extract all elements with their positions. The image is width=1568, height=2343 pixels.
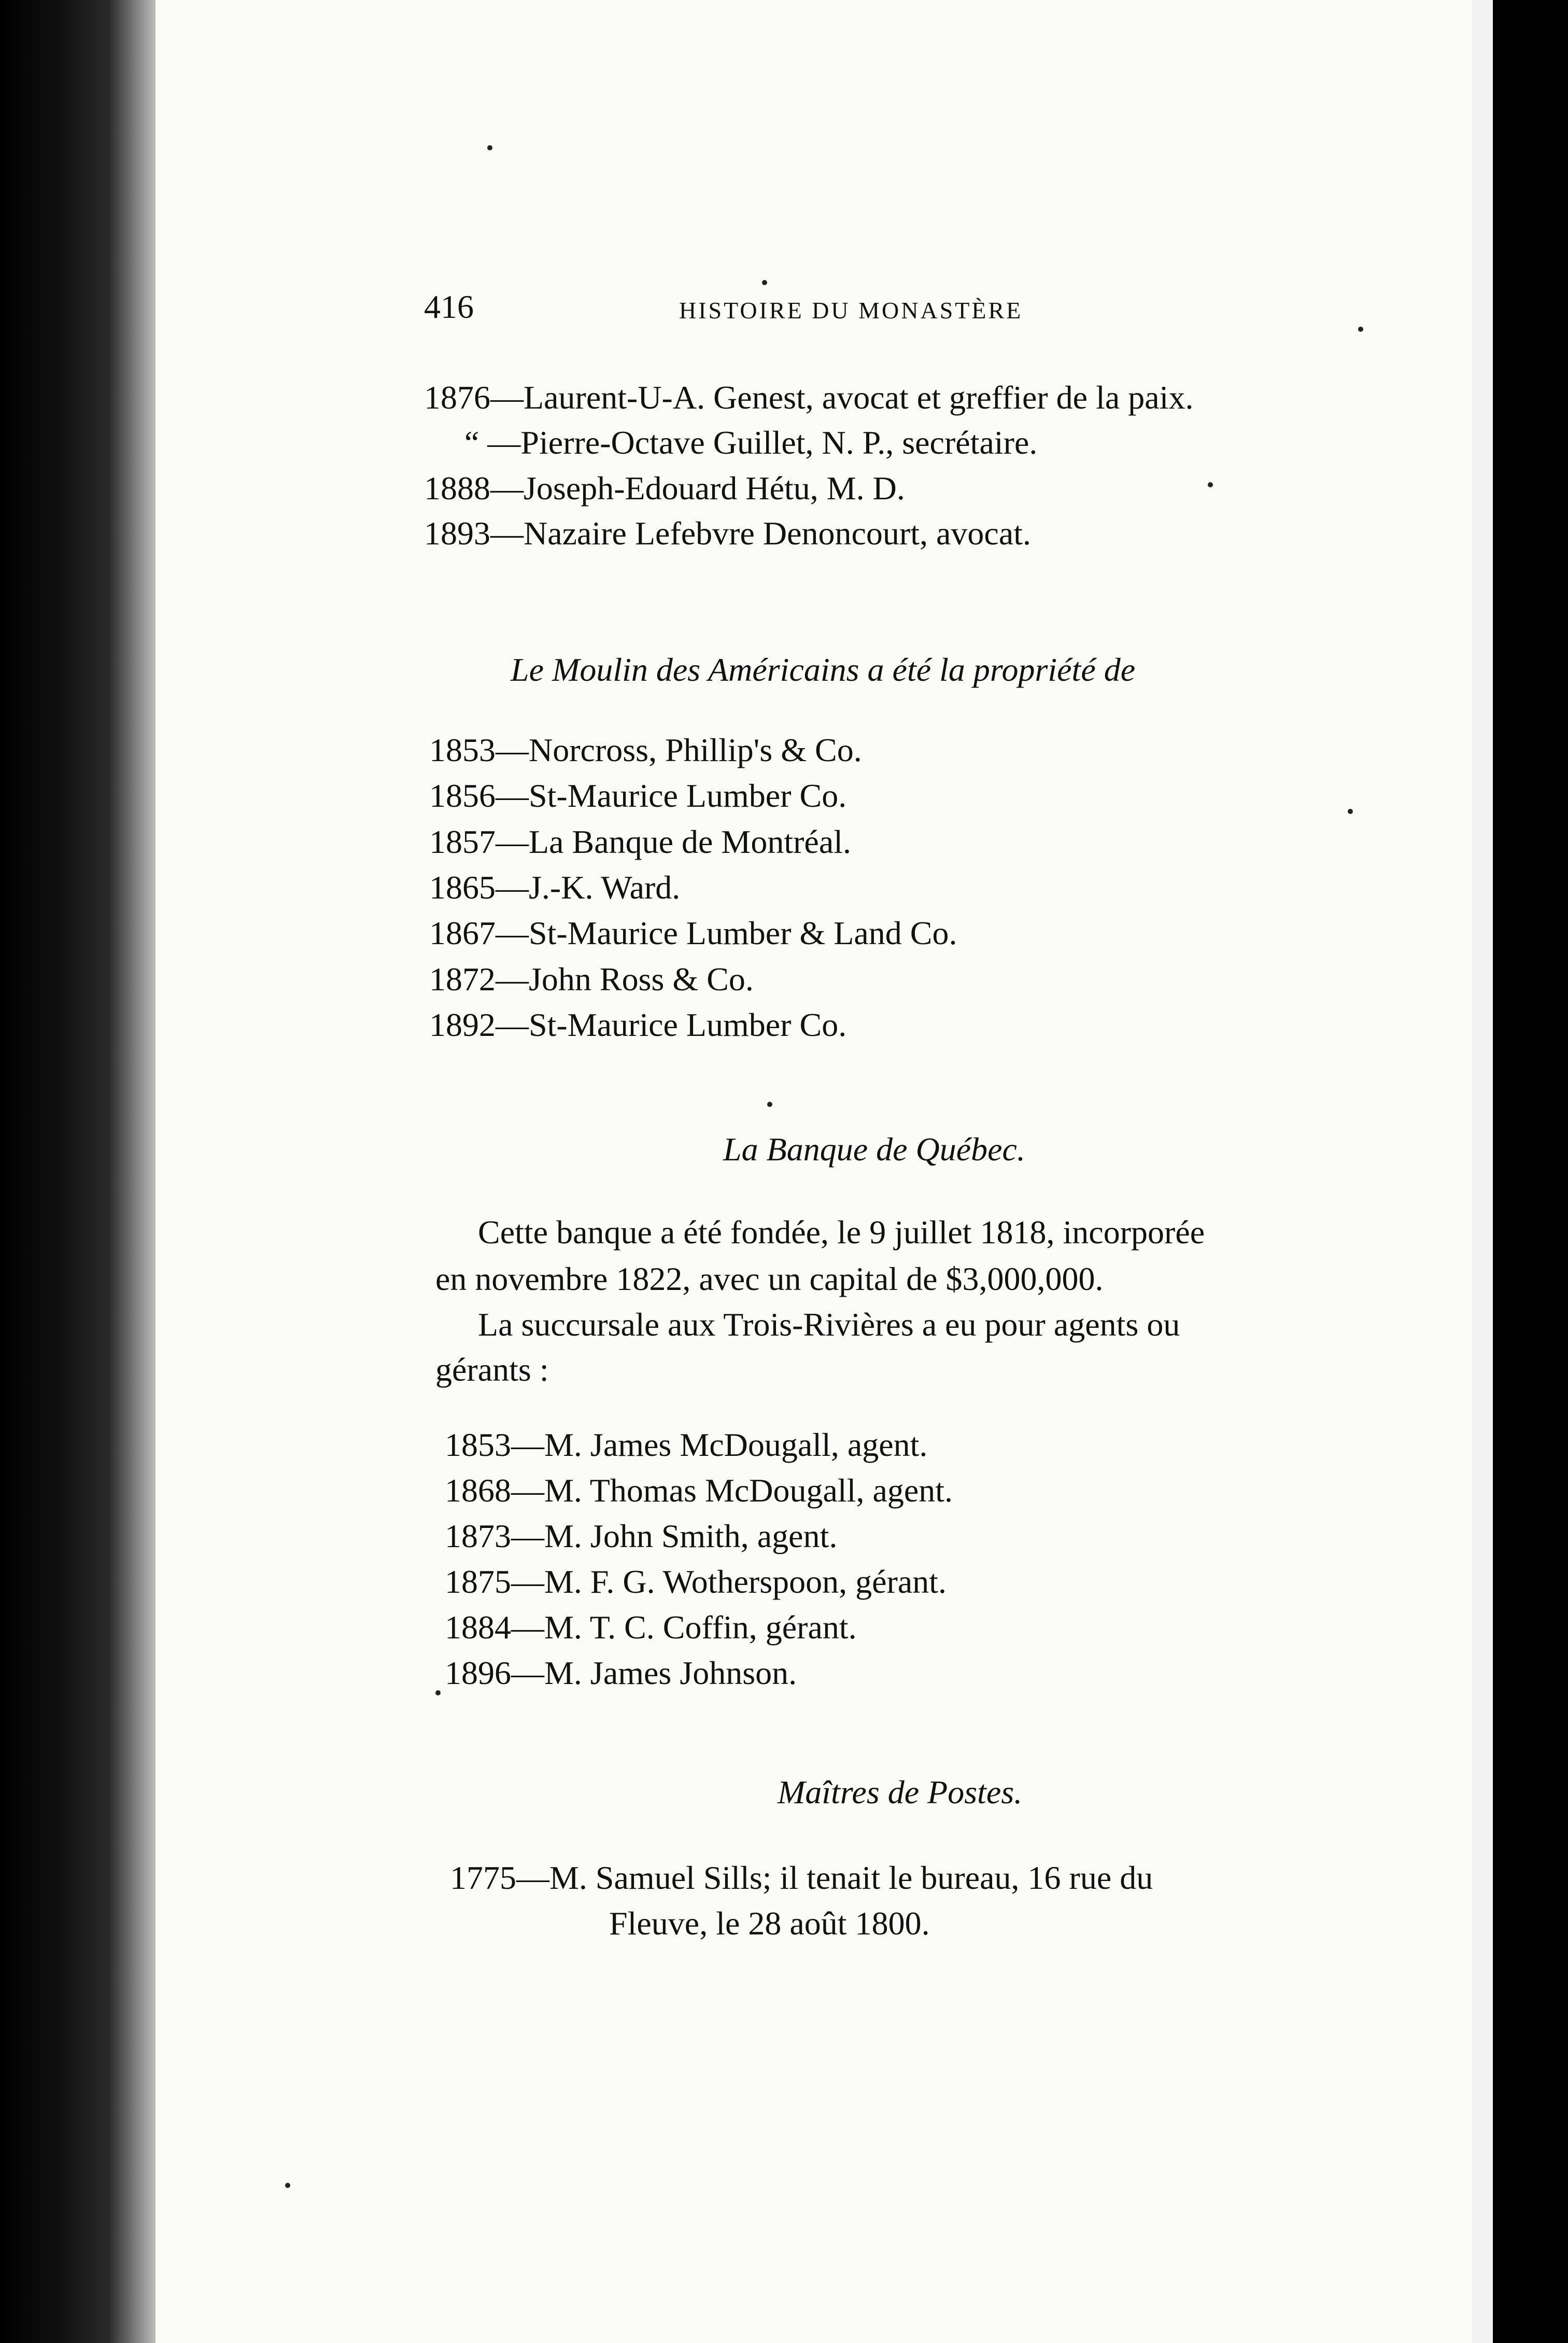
list-item: 1775—M. Samuel Sills; il tenait le bureau, 16 rue du (450, 1859, 1153, 1896)
list-item: 1867—St-Maurice Lumber & Land Co. (429, 915, 957, 951)
list-item: 1888—Joseph-Edouard Hétu, M. D. (424, 470, 905, 507)
list-item: 1893—Nazaire Lefebvre Denoncourt, avocat. (424, 515, 1031, 552)
scanned-page (156, 0, 1472, 2343)
scan-speck (487, 145, 492, 150)
book-gutter (0, 0, 156, 2343)
list-item-continuation: Fleuve, le 28 août 1800. (609, 1905, 930, 1942)
list-item: 1856—St-Maurice Lumber Co. (429, 777, 847, 814)
paragraph-line: gérants : (435, 1351, 549, 1388)
list-item: 1853—Norcross, Phillip's & Co. (429, 732, 862, 768)
list-item: 1876—Laurent-U-A. Genest, avocat et greffier de la paix. (424, 379, 1194, 416)
list-item: 1875—M. F. G. Wotherspoon, gérant. (445, 1563, 947, 1600)
list-item: 1884—M. T. C. Coffin, gérant. (445, 1609, 857, 1646)
paragraph-line: en novembre 1822, avec un capital de $3,000,000. (435, 1260, 1104, 1297)
running-head: HISTOIRE DU MONASTÈRE (679, 297, 1023, 324)
page-edge (1472, 0, 1493, 2343)
scan-border (1493, 0, 1568, 2343)
scan-speck (435, 1690, 441, 1695)
list-item: 1868—M. Thomas McDougall, agent. (445, 1472, 953, 1509)
list-item: 1857—La Banque de Montréal. (429, 823, 851, 860)
scan-speck (1348, 809, 1353, 814)
scan-speck (285, 2183, 290, 2188)
list-item: 1872—John Ross & Co. (429, 961, 754, 998)
scan-speck (1358, 327, 1363, 332)
list-item: 1873—M. John Smith, agent. (445, 1518, 838, 1554)
section-heading-maitres: Maîtres de Postes. (778, 1774, 1023, 1811)
scan-speck (767, 1102, 772, 1107)
scan-speck (762, 280, 767, 285)
list-item: 1865—J.-K. Ward. (429, 869, 681, 906)
section-heading-banque: La Banque de Québec. (723, 1131, 1025, 1168)
list-item: 1892—St-Maurice Lumber Co. (429, 1006, 847, 1043)
page-number: 416 (424, 288, 474, 325)
list-item: “ —Pierre-Octave Guillet, N. P., secrétaire. (464, 424, 1038, 461)
list-item: 1853—M. James McDougall, agent. (445, 1426, 928, 1463)
paragraph-line: La succursale aux Trois-Rivières a eu pour agents ou (478, 1306, 1180, 1343)
paragraph-line: Cette banque a été fondée, le 9 juillet 1818, incorporée (478, 1214, 1205, 1251)
list-item: 1896—M. James Johnson. (445, 1654, 797, 1691)
section-heading-moulin: Le Moulin des Américains a été la propriété de (511, 651, 1136, 688)
scan-speck (1208, 482, 1213, 487)
